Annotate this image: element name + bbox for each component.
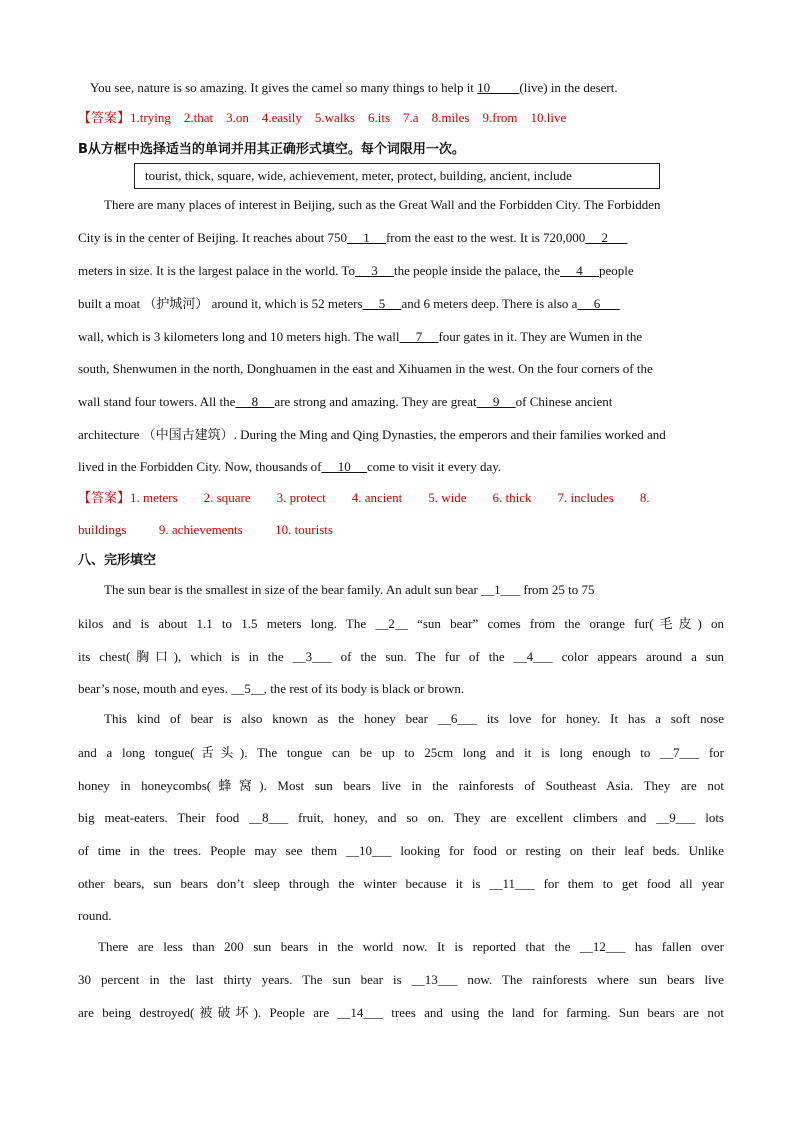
passage-text: There are many places of interest in Beijing, such as the Great Wall and the Forbidden City. The Forbidden: [104, 197, 661, 212]
passage-b-line: [78, 426, 666, 444]
blank-5: 5: [362, 296, 402, 311]
passage-text: meters in size. It is the largest palace in the world. To: [78, 263, 355, 278]
answer-item: 8.miles: [431, 110, 470, 125]
section-b-heading: B从方框中选择适当的单词并用其正确形式填空。每个词限用一次。: [78, 142, 465, 157]
answer-item: 4.easily: [261, 110, 302, 125]
passage-b-line: [78, 360, 653, 378]
blank-4: 4: [560, 263, 599, 278]
blank-3: 3: [354, 263, 394, 278]
answer-item: 7. includes: [557, 490, 614, 505]
passage-text: architecture （中国古建筑）. During the Ming and Qing Dynasties, the emperors and their families worked and: [78, 427, 666, 442]
passage-b-line: [78, 458, 501, 476]
top-sentence: [90, 79, 618, 97]
cloze-line: of time in the trees. People may see them __10___ looking for food or resting on their leaf beds. Unlike: [78, 843, 724, 858]
cloze-line: its chest(胸口), which is in the __3___ of the sun. The fur of the __4___ color appears around a sun: [78, 649, 724, 664]
answer-item: 6. thick: [492, 490, 532, 505]
passage-b-line: [78, 229, 628, 247]
passage-text: are strong and amazing. They are great: [274, 394, 477, 409]
cloze-line: round.: [78, 908, 112, 923]
sentence-text: (live) in the desert.: [519, 80, 618, 95]
blank-7: 7: [399, 329, 439, 344]
passage-text: from the east to the west. It is 720,000: [385, 230, 586, 245]
passage-text: of Chinese ancient: [515, 394, 613, 409]
blank-9: 9: [476, 394, 516, 409]
passage-text: come to visit it every day.: [367, 459, 502, 474]
cloze-line: This kind of bear is also known as the honey bear __6___ its love for honey. It has a soft nose: [104, 711, 724, 726]
answer-item: 5.walks: [314, 110, 355, 125]
answer-key-b: [78, 489, 650, 507]
answer-item: 10.live: [530, 110, 567, 125]
blank-1: 1: [346, 230, 386, 245]
blank-6: 6: [577, 296, 620, 311]
answer-item: 2.that: [183, 110, 214, 125]
cloze-line: and a long tongue(舌头). The tongue can be up to 25cm long and it is long enough to __7___ for: [78, 745, 724, 760]
passage-text: lived in the Forbidden City. Now, thousands of: [78, 459, 322, 474]
answer-item: 4. ancient: [351, 490, 403, 505]
cloze-line: bear’s nose, mouth and eyes. __5__, the rest of its body is black or brown.: [78, 681, 465, 696]
blank: 10: [477, 80, 520, 95]
cloze-line: kilos and is about 1.1 to 1.5 meters long. The __2__ “sun bear” comes from the orange fur(毛皮) on: [78, 616, 724, 631]
answer-item: 2. square: [203, 490, 251, 505]
passage-text: south, Shenwumen in the north, Donghuamen in the east and Xihuamen in the west. On the four corners of the: [78, 361, 653, 376]
answer-item: 3. protect: [276, 490, 326, 505]
passage-text: four gates in it. They are Wumen in the: [438, 329, 643, 344]
cloze-line: There are less than 200 sun bears in the world now. It is reported that the __12___ has fallen over: [98, 939, 724, 954]
passage-text: the people inside the palace, the: [393, 263, 560, 278]
passage-b-line: [104, 196, 660, 214]
answer-item: 3.on: [226, 110, 249, 125]
answer-item: 9. achievements: [158, 522, 243, 537]
answer-item: 1. meters: [130, 490, 178, 505]
passage-text: and 6 meters deep. There is also a: [401, 296, 578, 311]
blank-10: 10: [321, 459, 367, 474]
answer-key-a: [78, 109, 566, 127]
answer-key-b-row2: [78, 521, 333, 539]
cloze-line: The sun bear is the smallest in size of the bear family. An adult sun bear __1___ from 25 to 75: [104, 582, 595, 597]
passage-text: people: [599, 263, 634, 278]
answer-item: 5. wide: [428, 490, 467, 505]
sentence-text: You see, nature is so amazing. It gives the camel so many things to help it: [90, 80, 478, 95]
answer-item: 6.its: [368, 110, 391, 125]
passage-b-line: [78, 328, 642, 346]
cloze-line: are being destroyed(被破坏). People are __14___ trees and using the land for farming. Sun bears are not: [78, 1005, 724, 1020]
word-box-text: tourist, thick, square, wide, achievement, meter, protect, building, ancient, include: [145, 168, 572, 183]
blank-8: 8: [235, 394, 275, 409]
passage-b-line: [78, 262, 634, 280]
cloze-line: 30 percent in the last thirty years. The sun bear is __13___ now. The rainforests where sun bears live: [78, 972, 724, 987]
passage-text: built a moat （护城河） around it, which is 52 meters: [78, 296, 363, 311]
section-8-heading: 八、完形填空: [78, 553, 157, 568]
cloze-line: other bears, sun bears don’t sleep through the winter because it is __11___ for them to get food all year: [78, 876, 724, 891]
answer-item: 8.: [639, 490, 650, 505]
cloze-line: big meat-eaters. Their food __8___ fruit, honey, and so on. They are excellent climbers and __9___ lots: [78, 810, 724, 825]
answer-label: 【答案】: [78, 110, 131, 125]
passage-text: wall stand four towers. All the: [78, 394, 236, 409]
answer-label: 【答案】: [78, 490, 131, 505]
cloze-line: honey in honeycombs(蜂窝). Most sun bears live in the rainforests of Southeast Asia. They are not: [78, 778, 724, 793]
answer-item: 7.a: [403, 110, 419, 125]
passage-text: City is in the center of Beijing. It reaches about 750: [78, 230, 347, 245]
answer-item: 9.from: [482, 110, 518, 125]
answer-item: 10. tourists: [275, 522, 333, 537]
passage-b-line: [78, 295, 620, 313]
answer-item: buildings: [78, 522, 127, 537]
answer-item: 1.trying: [130, 110, 171, 125]
passage-text: wall, which is 3 kilometers long and 10 meters high. The wall: [78, 329, 400, 344]
passage-b-line: [78, 393, 612, 411]
blank-2: 2: [585, 230, 628, 245]
